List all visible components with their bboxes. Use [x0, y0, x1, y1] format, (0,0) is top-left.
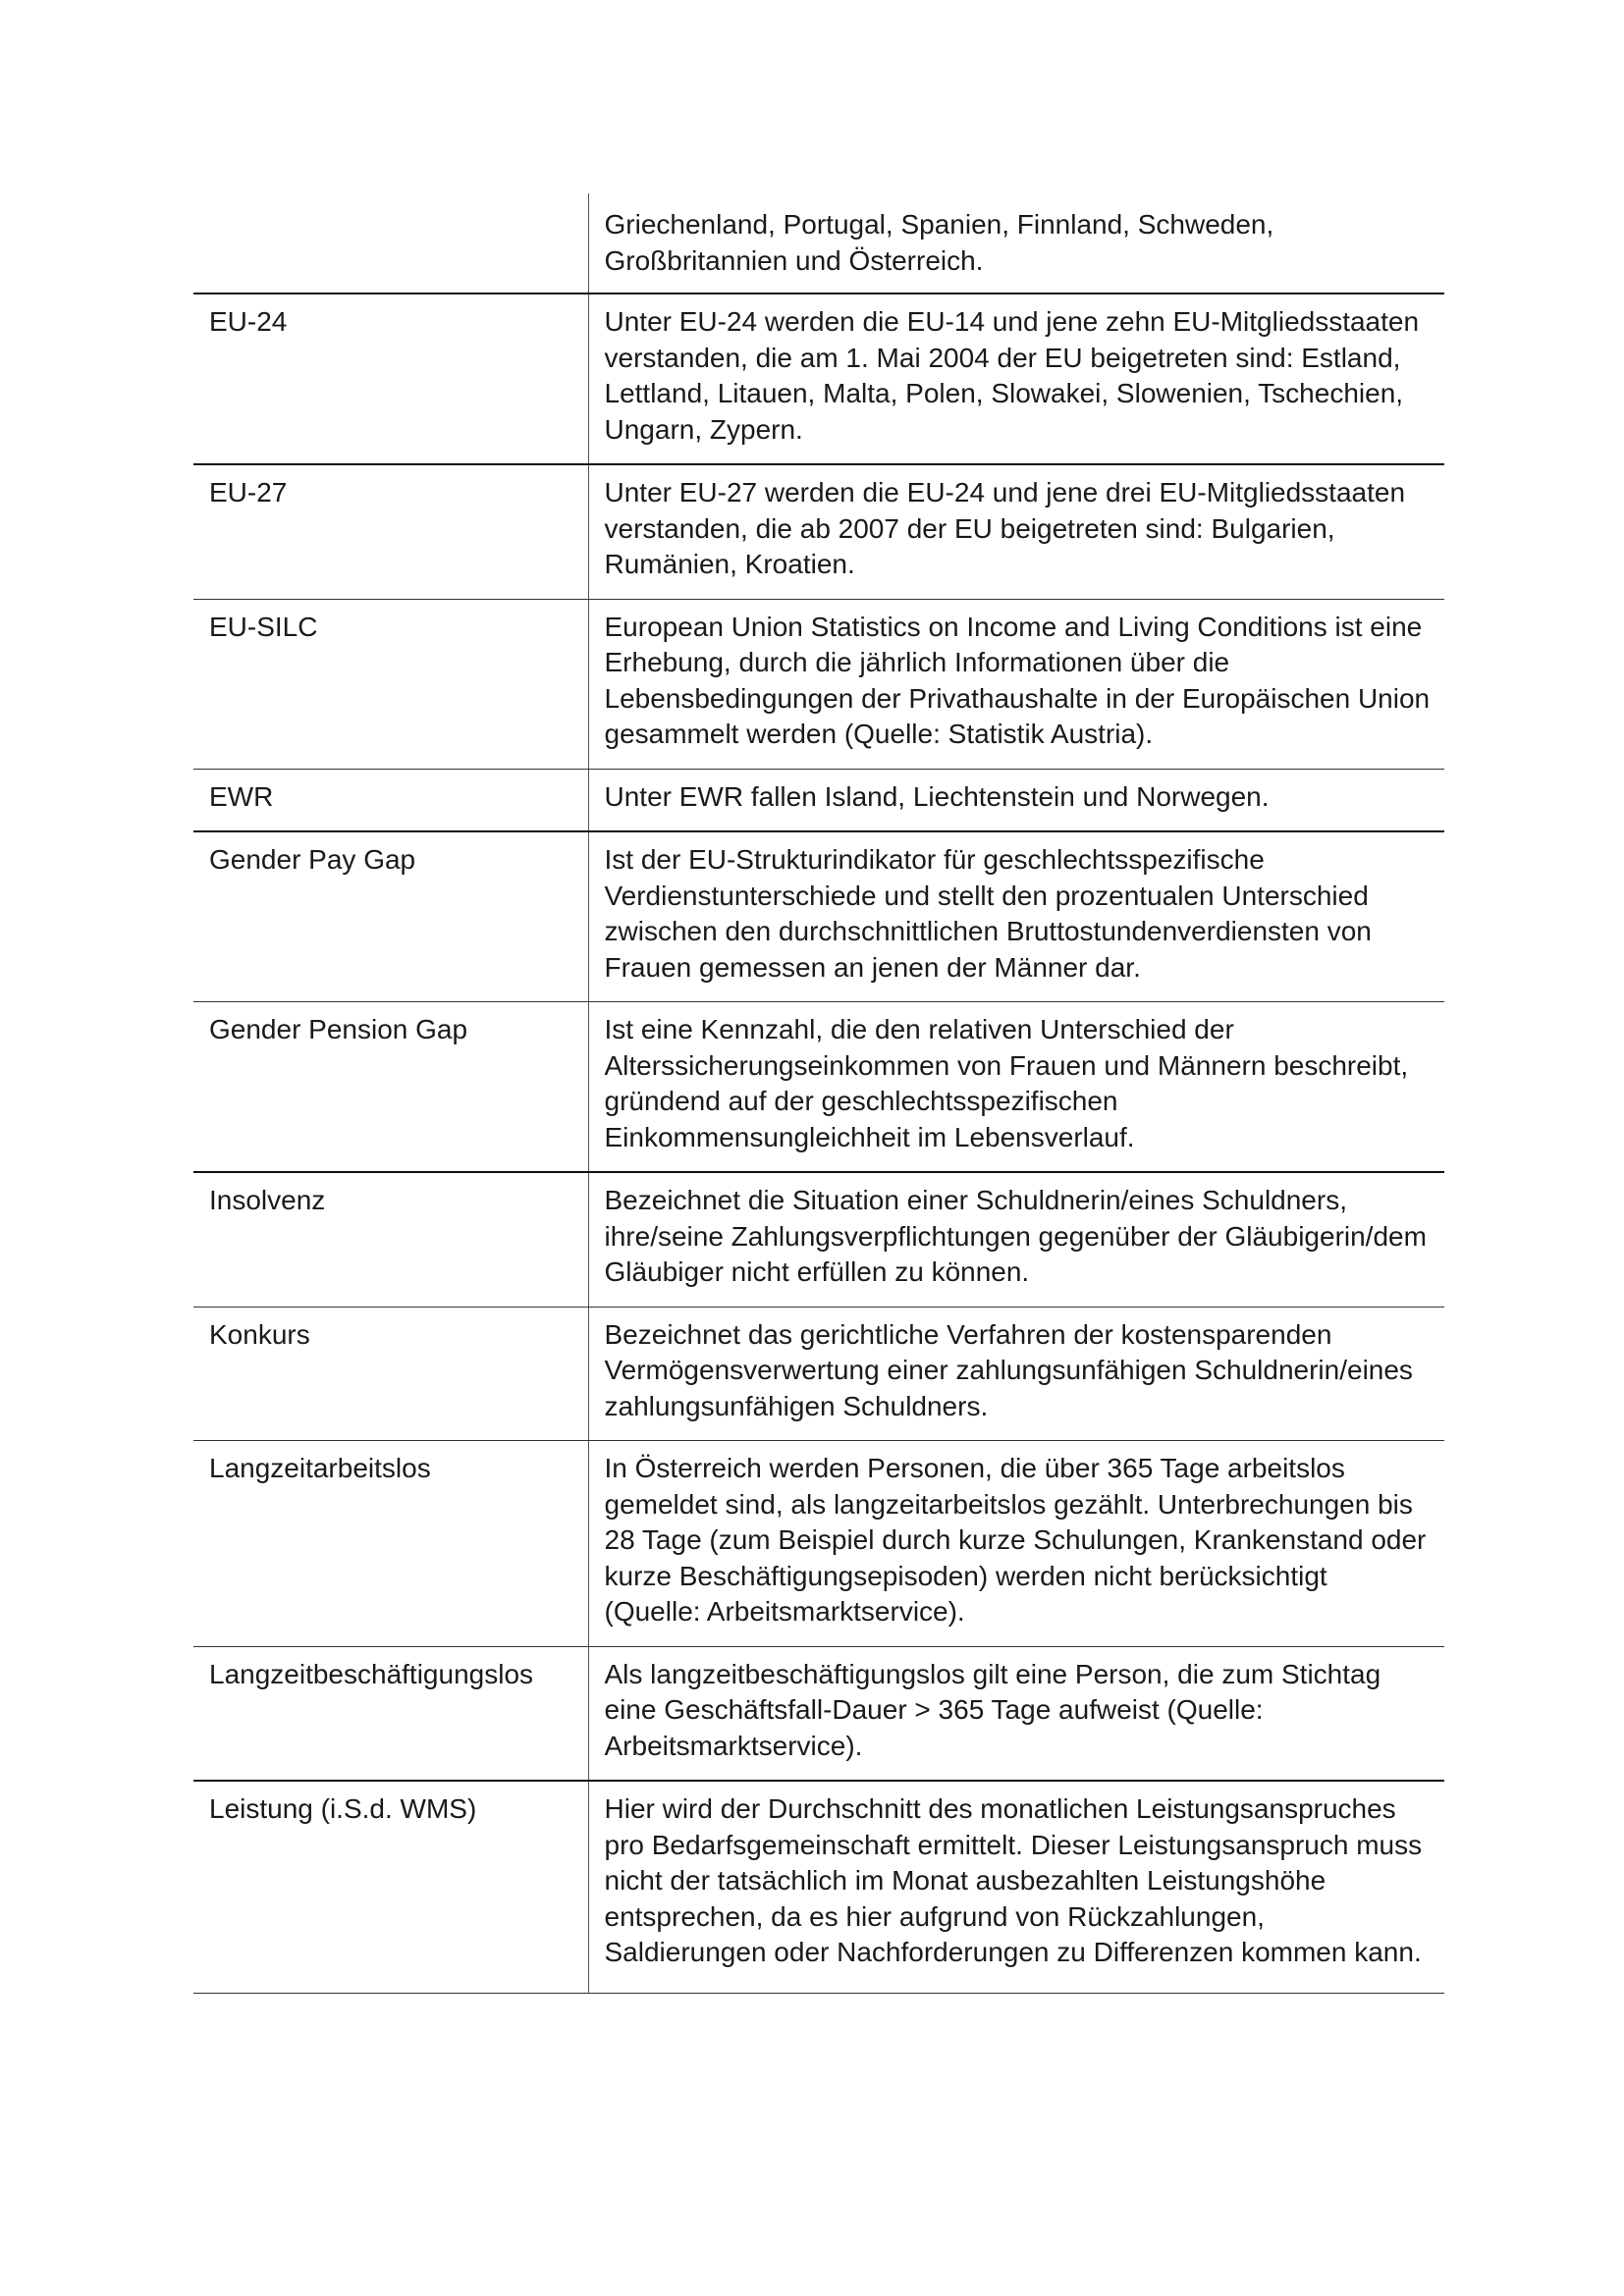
glossary-definition: Bezeichnet die Situation einer Schuldnerin/eines Schuldners, ihre/seine Zahlungsverpflichtungen gegenüber der Gläubigerin/dem Gläubiger nicht erfüllen zu können.	[588, 1172, 1444, 1307]
table-row	[193, 1646, 1444, 1781]
table-row	[193, 193, 1444, 294]
glossary-definition: Hier wird der Durchschnitt des monatlichen Leistungsanspruches pro Bedarfsgemeinschaft ermittelt. Dieser Leistungsanspruch muss nicht der tatsächlich im Monat ausbezahlten Leistungshöhe entsprechen, da es hier aufgrund von Rückzahlungen, Saldierungen oder Nachforderungen zu Differenzen kommen kann.	[588, 1781, 1444, 1993]
glossary-table	[193, 193, 1444, 1994]
table-row	[193, 831, 1444, 1002]
table-row	[193, 1441, 1444, 1647]
glossary-term	[193, 193, 588, 294]
glossary-term: Langzeitbeschäftigungslos	[193, 1646, 588, 1781]
glossary-definition: Als langzeitbeschäftigungslos gilt eine Person, die zum Stichtag eine Geschäftsfall-Dauer > 365 Tage aufweist (Quelle: Arbeitsmarktservice).	[588, 1646, 1444, 1781]
glossary-definition: Unter EU-27 werden die EU-24 und jene drei EU-Mitgliedsstaaten verstanden, die ab 2007 der EU beigetreten sind: Bulgarien, Rumänien, Kroatien.	[588, 464, 1444, 599]
table-row	[193, 1172, 1444, 1307]
glossary-term: Insolvenz	[193, 1172, 588, 1307]
glossary-definition: Ist eine Kennzahl, die den relativen Unterschied der Alterssicherungseinkommen von Frauen und Männern beschreibt, gründend auf der geschlechtsspezifischen Einkommensungleichheit im Lebensverlauf.	[588, 1002, 1444, 1173]
table-row	[193, 599, 1444, 769]
glossary-term: Gender Pension Gap	[193, 1002, 588, 1173]
glossary-term: Gender Pay Gap	[193, 831, 588, 1002]
glossary-definition: In Österreich werden Personen, die über 365 Tage arbeitslos gemeldet sind, als langzeitarbeitslos gezählt. Unterbrechungen bis 28 Tage (zum Beispiel durch kurze Schulungen, Krankenstand oder kurze Beschäftigungsepisoden) werden nicht berücksichtigt (Quelle: Arbeitsmarktservice).	[588, 1441, 1444, 1647]
glossary-definition: Unter EWR fallen Island, Liechtenstein und Norwegen.	[588, 769, 1444, 831]
glossary-definition: Griechenland, Portugal, Spanien, Finnland, Schweden, Großbritannien und Österreich.	[588, 193, 1444, 294]
glossary-definition: Unter EU-24 werden die EU-14 und jene zehn EU-Mitgliedsstaaten verstanden, die am 1. Mai 2004 der EU beigetreten sind: Estland, Lettland, Litauen, Malta, Polen, Slowakei, Slowenien, Tschechien, Ungarn, Zypern.	[588, 294, 1444, 464]
glossary-definition: Bezeichnet das gerichtliche Verfahren der kostensparenden Vermögensverwertung einer zahlungsunfähigen Schuldnerin/eines zahlungsunfähigen Schuldners.	[588, 1307, 1444, 1441]
table-row	[193, 464, 1444, 599]
glossary-term: EU-27	[193, 464, 588, 599]
table-row	[193, 1781, 1444, 1993]
glossary-term: EWR	[193, 769, 588, 831]
glossary-term: Langzeitarbeitslos	[193, 1441, 588, 1647]
glossary-definition: Ist der EU-Strukturindikator für geschlechtsspezifische Verdienstunterschiede und stellt den prozentualen Unterschied zwischen den durchschnittlichen Bruttostundenverdiensten von Frauen gemessen an jenen der Männer dar.	[588, 831, 1444, 1002]
table-row	[193, 1002, 1444, 1173]
glossary-term: EU-24	[193, 294, 588, 464]
table-row	[193, 1307, 1444, 1441]
table-row	[193, 769, 1444, 831]
table-row	[193, 294, 1444, 464]
glossary-term: Konkurs	[193, 1307, 588, 1441]
glossary-term: EU-SILC	[193, 599, 588, 769]
glossary-term: Leistung (i.S.d. WMS)	[193, 1781, 588, 1993]
glossary-definition: European Union Statistics on Income and Living Conditions ist eine Erhebung, durch die jährlich Informationen über die Lebensbedingungen der Privathaushalte in der Europäischen Union gesammelt werden (Quelle: Statistik Austria).	[588, 599, 1444, 769]
